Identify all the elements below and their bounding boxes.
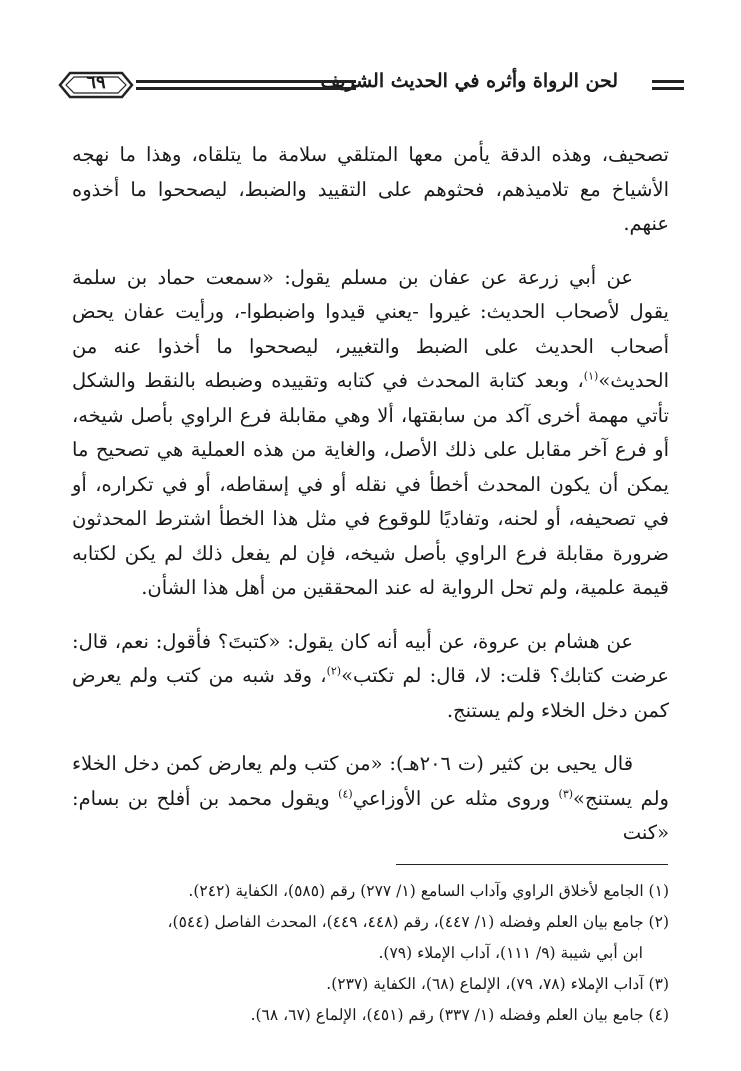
paragraph-text: قال يحيى بن كثير (ت ٢٠٦هـ): «من كتب ولم يعارض كمن دخل الخلاء ولم يستنج» bbox=[72, 752, 669, 810]
paragraph-text: تصحيف، وهذه الدقة يأمن معها المتلقي سلامة ما يتلقاه، وهذا ما نهجه الأشياخ مع تلاميذهم، فحثوهم على التقييد والضبط، ليصححوا ما أخذوه عنهم. bbox=[72, 143, 669, 235]
paragraph-text: ، وبعد كتابة المحدث في كتابه وتقييده وضبطه بالنقط والشكل تأتي مهمة أخرى آكد من سابقتها، ألا وهي مقابلة فرع الراوي بأصل شيخه، أو فرع آخر مقابل على ذلك الأصل، والغاية من هذه العملية هي تصحيح ما يمكن أن يكون المحدث أخطأ في نقله أو في إسقاطه، أو في تكراره، أو في تصحيفه، أو لحنه، وتفاديًا للوقوع في مثل هذا الخطأ اشترط المحدثون ضرورة مقابلة فرع الراوي بأصل شيخه، فإن لم يفعل ذلك لم يكن لكتابه قيمة علمية، ولم تحل الرواية له عند المحققين من أهل هذا الشأن. bbox=[72, 369, 669, 599]
footnote-3: (٣) آداب الإملاء (٧٨، ٧٩)، الإلماع (٦٨)، الكفاية (٢٣٧). bbox=[326, 975, 669, 993]
footnote-2-continued: ابن أبي شيبة (٩/ ١١١)، آداب الإملاء (٧٩). bbox=[378, 944, 643, 962]
footnote-2: (٢) جامع بيان العلم وفضله (١/ ٤٤٧)، رقم (٤٤٨، ٤٤٩)، المحدث الفاصل (٥٤٤)، bbox=[167, 913, 669, 931]
paragraph-1 bbox=[72, 138, 669, 242]
footnote-ref-1[interactable]: (١) bbox=[583, 369, 599, 383]
footnote-ref-4[interactable]: (٤) bbox=[338, 787, 353, 800]
footnotes bbox=[72, 876, 669, 1031]
paragraph-4 bbox=[72, 747, 669, 851]
main-text bbox=[72, 138, 669, 855]
paragraph-text: وروى مثله عن الأوزاعي bbox=[352, 786, 559, 810]
paragraph-3 bbox=[72, 625, 669, 729]
paragraph-text: ويقول محمد بن أفلح بن بسام: «كنت bbox=[72, 786, 669, 844]
header-rule-left bbox=[136, 80, 356, 90]
paragraph-2 bbox=[72, 261, 669, 606]
header-rule-right bbox=[652, 80, 684, 90]
paragraph-text: ، وقد شبه من كتب ولم يعرض كمن دخل الخلاء ولم يستنج. bbox=[72, 664, 669, 722]
footnote-ref-2[interactable]: (٢) bbox=[326, 664, 342, 678]
page-number: ٦٩ bbox=[86, 72, 106, 93]
paragraph-text: عن هشام بن عروة، عن أبيه أنه كان يقول: «كتبتَ؟ فأقول: نعم، قال: عرضت كتابك؟ قلت: لا، قال: لم تكتب» bbox=[72, 629, 669, 687]
running-header bbox=[52, 62, 684, 108]
footnote-1: (١) الجامع لأخلاق الراوي وآداب السامع (١/ ٢٧٧) رقم (٥٨٥)، الكفاية (٢٤٢). bbox=[188, 882, 669, 900]
page-number-badge bbox=[56, 68, 136, 102]
paragraph-text: عن أبي زرعة عن عفان بن مسلم يقول: «سمعت حماد بن سلمة يقول لأصحاب الحديث: غيروا -يعني قيدوا واضبطوا-، ورأيت عفان يحض أصحاب الحديث على الضبط والتغيير، ليصححوا ما أخذوا عنه من الحديث» bbox=[72, 265, 669, 392]
footnote-ref-3[interactable]: (٣) bbox=[558, 787, 574, 800]
footnote-4: (٤) جامع بيان العلم وفضله (١/ ٣٣٧) رقم (٤٥١)، الإلماع (٦٧، ٦٨). bbox=[250, 1006, 669, 1024]
running-title: لحن الرواة وأثره في الحديث الشريف bbox=[320, 70, 618, 92]
footnote-separator bbox=[396, 864, 668, 865]
